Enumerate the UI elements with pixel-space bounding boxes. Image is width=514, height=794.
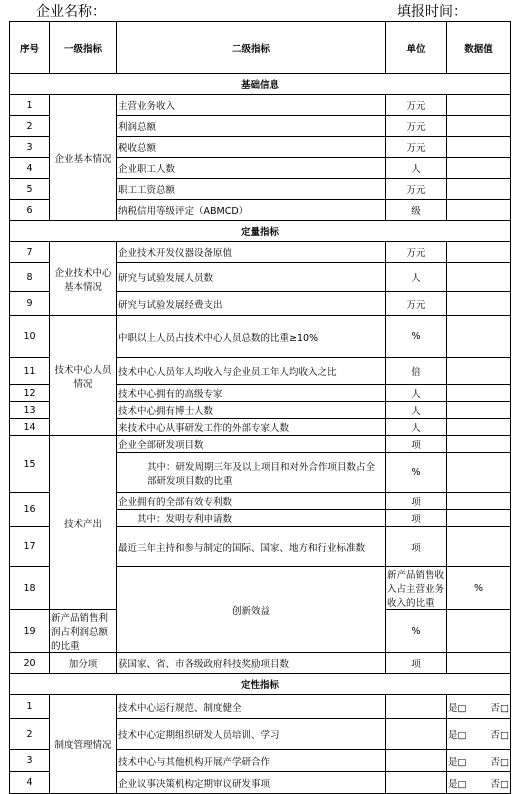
row-number: 20 (10, 653, 50, 674)
yes-checkbox[interactable]: 是□ (448, 778, 467, 790)
indicator-name: 获国家、省、市各级政府科技奖励项目数 (117, 653, 386, 674)
row-number: 7 (10, 242, 50, 263)
row-number: 17 (10, 527, 50, 567)
row-number: 16 (10, 493, 50, 527)
company-name-label: 企业名称： (36, 4, 106, 20)
row-number: 18 (10, 567, 50, 610)
unit-cell: 人 (386, 385, 447, 402)
value-cell[interactable] (447, 95, 511, 116)
group-label: 创新效益 (117, 567, 386, 653)
unit-cell: 项 (386, 510, 447, 527)
value-cell[interactable] (447, 158, 511, 179)
indicator-name: 技术中心拥有博士人数 (117, 402, 386, 419)
table-row (10, 653, 511, 674)
unit-cell: 项 (386, 653, 447, 674)
value-cell[interactable] (447, 200, 511, 221)
unit-cell: 倍 (386, 358, 447, 385)
section-title: 定性指标 (10, 674, 511, 695)
value-cell[interactable] (447, 385, 511, 402)
form-header (0, 0, 514, 21)
value-cell[interactable] (447, 419, 511, 436)
table-row (10, 95, 511, 116)
unit-cell: 人 (386, 402, 447, 419)
unit-cell: 万元 (386, 95, 447, 116)
indicator-name: 企业议事决策机构定期审议研发事项 (117, 772, 386, 794)
section-row (10, 221, 511, 242)
unit-cell: 级 (386, 200, 447, 221)
indicator-name: 主营业务收入 (117, 95, 386, 116)
no-checkbox[interactable]: 否□ (490, 730, 509, 741)
unit-cell: 人 (386, 158, 447, 179)
row-number: 3 (10, 750, 50, 772)
value-cell[interactable] (447, 510, 511, 527)
yes-no-cell[interactable] (447, 719, 511, 750)
unit-cell: 项 (386, 493, 447, 510)
unit-cell: 人 (386, 419, 447, 436)
value-cell[interactable] (447, 179, 511, 200)
indicator-name: 最近三年主持和参与制定的国际、国家、地方和行业标准数 (117, 527, 386, 567)
value-cell[interactable] (447, 653, 511, 674)
col-header: 数据值 (447, 22, 511, 74)
value-cell[interactable] (447, 292, 511, 316)
indicator-name: 其中：发明专利申请数 (117, 510, 386, 527)
row-number: 12 (10, 385, 50, 402)
indicator-table (9, 21, 511, 794)
indicator-name: 企业全部研发项目数 (117, 436, 386, 453)
table-row (10, 316, 511, 358)
value-cell[interactable] (447, 453, 511, 493)
row-number: 6 (10, 200, 50, 221)
value-cell[interactable] (447, 527, 511, 567)
indicator-name: 研究与试验发展人员数 (117, 263, 386, 292)
value-cell[interactable] (447, 493, 511, 510)
no-checkbox[interactable]: 否□ (490, 778, 509, 790)
value-cell[interactable] (447, 242, 511, 263)
row-number: 4 (10, 772, 50, 794)
indicator-name: 来技术中心从事研发工作的外部专家人数 (117, 419, 386, 436)
yes-checkbox[interactable]: 是□ (448, 730, 467, 741)
group-label: 加分项 (50, 653, 117, 674)
row-number: 10 (10, 316, 50, 358)
col-header: 一级指标 (50, 22, 117, 74)
col-header: 序号 (10, 22, 50, 74)
indicator-name: 新产品销售收入占主营业务收入的比重 (386, 567, 447, 610)
indicator-name: 其中：研发周期三年及以上项目和对外合作项目数占全部研发项目数的比重 (117, 453, 386, 493)
value-cell[interactable] (447, 263, 511, 292)
section-row (10, 674, 511, 695)
unit-cell (386, 750, 447, 772)
row-number: 2 (10, 719, 50, 750)
indicator-name: 职工工资总额 (117, 179, 386, 200)
unit-cell: 人 (386, 263, 447, 292)
col-header: 单位 (386, 22, 447, 74)
unit-cell (386, 719, 447, 750)
report-date-label: 填报时间： (397, 4, 467, 20)
indicator-name: 中职以上人员占技术中心人员总数的比重≥10% (117, 316, 386, 358)
group-label: 制度管理情况 (50, 695, 117, 794)
indicator-name: 新产品销售利润占利润总额的比重 (50, 610, 117, 653)
yes-no-cell[interactable] (447, 695, 511, 719)
section-row (10, 74, 511, 95)
value-cell[interactable] (447, 436, 511, 453)
unit-cell: 项 (386, 436, 447, 453)
indicator-name: 税收总额 (117, 137, 386, 158)
yes-no-cell[interactable] (447, 772, 511, 794)
col-header: 二级指标 (117, 22, 386, 74)
unit-cell: % (386, 453, 447, 493)
row-number: 8 (10, 263, 50, 292)
row-number: 14 (10, 419, 50, 436)
unit-cell: 项 (386, 527, 447, 567)
indicator-name: 技术中心与其他机构开展产学研合作 (117, 750, 386, 772)
row-number: 19 (10, 610, 50, 653)
yes-checkbox[interactable]: 是□ (448, 756, 467, 768)
row-number: 13 (10, 402, 50, 419)
row-number: 1 (10, 695, 50, 719)
yes-checkbox[interactable]: 是□ (448, 702, 467, 714)
indicator-name: 利润总额 (117, 116, 386, 137)
indicator-name: 技术中心人员年人均收入与企业员工年人均收入之比 (117, 358, 386, 385)
row-number: 1 (10, 95, 50, 116)
unit-cell: 万元 (386, 292, 447, 316)
row-number: 4 (10, 158, 50, 179)
no-checkbox[interactable]: 否□ (490, 756, 509, 768)
unit-cell: 万元 (386, 179, 447, 200)
indicator-name: 企业职工人数 (117, 158, 386, 179)
value-cell[interactable] (447, 316, 511, 358)
indicator-name: 技术中心拥有的高级专家 (117, 385, 386, 402)
table-row (10, 436, 511, 453)
group-label: 企业基本情况 (50, 95, 117, 221)
indicator-name: 技术中心运行规范、制度健全 (117, 695, 386, 719)
value-cell[interactable] (447, 610, 511, 653)
value-cell[interactable] (447, 358, 511, 385)
indicator-name: 纳税信用等级评定（ABMCD） (117, 200, 386, 221)
indicator-name: 研究与试验发展经费支出 (117, 292, 386, 316)
table-row (10, 695, 511, 719)
value-cell[interactable] (447, 137, 511, 158)
value-cell[interactable] (447, 116, 511, 137)
unit-cell: % (447, 567, 511, 610)
unit-cell (386, 772, 447, 794)
group-label: 企业技术中心基本情况 (50, 242, 117, 316)
value-cell[interactable] (447, 402, 511, 419)
unit-cell: 万元 (386, 242, 447, 263)
unit-cell (386, 695, 447, 719)
row-number: 11 (10, 358, 50, 385)
indicator-name: 企业技术开发仪器设备原值 (117, 242, 386, 263)
yes-no-cell[interactable] (447, 750, 511, 772)
section-title: 定量指标 (10, 221, 511, 242)
row-number: 3 (10, 137, 50, 158)
no-checkbox[interactable]: 否□ (490, 702, 509, 714)
group-label: 技术中心人员情况 (50, 316, 117, 436)
unit-cell: % (386, 316, 447, 358)
row-number: 2 (10, 116, 50, 137)
unit-cell: % (386, 610, 447, 653)
group-label: 技术产出 (50, 436, 117, 610)
row-number: 15 (10, 436, 50, 493)
unit-cell: 万元 (386, 137, 447, 158)
section-title: 基础信息 (10, 74, 511, 95)
indicator-name: 技术中心定期组织研发人员培训、学习 (117, 719, 386, 750)
table-row (10, 242, 511, 263)
unit-cell: 万元 (386, 116, 447, 137)
indicator-name: 企业拥有的全部有效专利数 (117, 493, 386, 510)
row-number: 5 (10, 179, 50, 200)
row-number: 9 (10, 292, 50, 316)
table-header-row (10, 22, 511, 74)
